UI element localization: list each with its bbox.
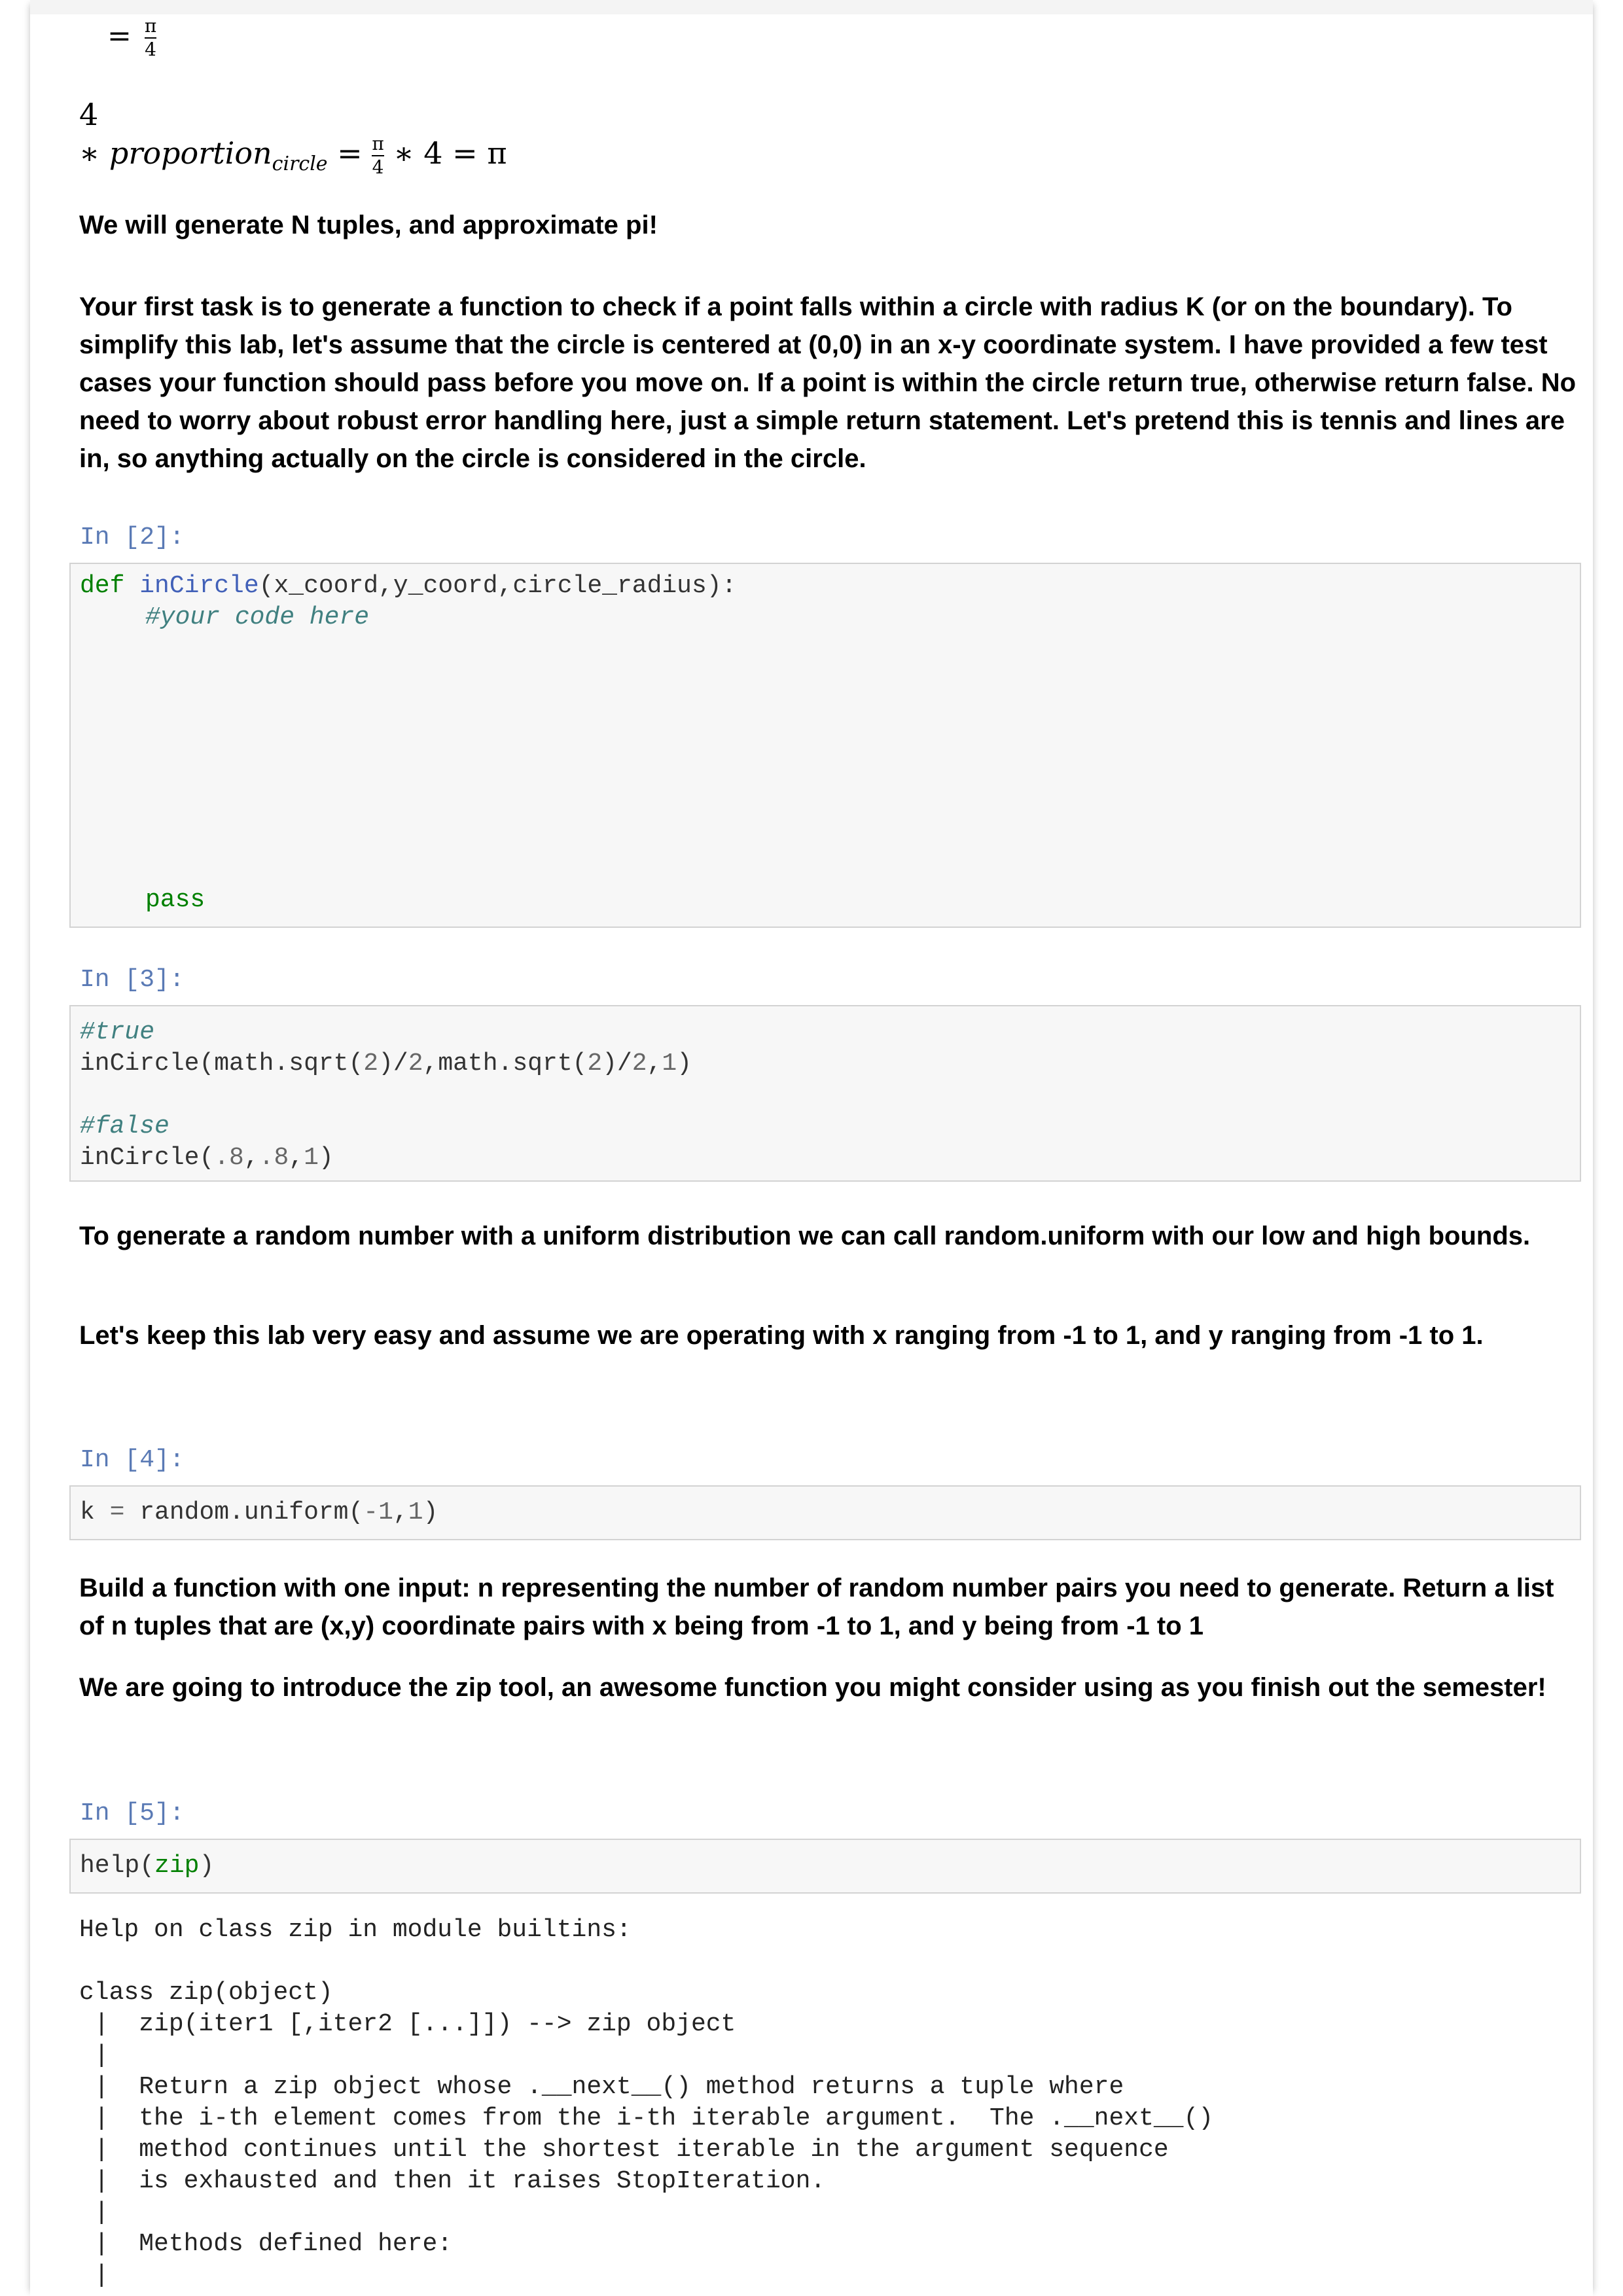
help-output-line-2: class zip(object) (79, 1979, 333, 2007)
help-output-line-6: | the i-th element comes from the i-th iterable argument. The .__next__() (79, 2104, 1214, 2132)
markdown-zip-intro: We are going to introduce the zip tool, an awesome function you might consider using as you finish out the semester! (79, 1673, 1546, 1702)
code-call-incircle-1: inCircle(math.sqrt(2)/2,math.sqrt(2)/2,1) (80, 1050, 692, 1078)
help-output-line-8: | is exhausted and then it raises StopIteration. (79, 2167, 826, 2195)
math-fraction-pi-over-4-b: $\frac{\pi}{4}$ (372, 133, 384, 178)
help-output-line-3: | zip(iter1 [,iter2 [...]]) --> zip object (79, 2010, 736, 2038)
math-proportion-var: proportion (109, 135, 272, 171)
code-cell-4[interactable] (69, 1485, 1581, 1540)
code-pass: pass (145, 886, 205, 914)
code-call-incircle-2: inCircle(.8,.8,1) (80, 1144, 334, 1172)
math-equals: = (107, 19, 132, 53)
help-output-line-5: | Return a zip object whose .__next__() method returns a tuple where (79, 2073, 1124, 2101)
math-fraction-pi-over-4: $\frac{\pi}{4}$ (144, 15, 157, 60)
cell-prompt-4: In [4]: (80, 1446, 185, 1474)
code-cell-2[interactable] (69, 563, 1581, 928)
markdown-build-function: Build a function with one input: n representing the number of random number pairs you need to generate. Return a list of n tuples that are (x,y) coordinate pairs with x being from -1 to 1, and y being from -1 to 1 (79, 1574, 1554, 1640)
zip-keyword: zip (455, 1673, 492, 1702)
help-output-line-11: | (79, 2261, 109, 2289)
help-output-line-1: Help on class zip in module builtins: (79, 1916, 632, 1944)
math-line-2: 4 (79, 97, 99, 132)
code-cell-3[interactable] (69, 1005, 1581, 1182)
math-line-1 (107, 17, 156, 59)
notebook-page (30, 0, 1593, 2296)
cell-prompt-3: In [3]: (80, 966, 185, 994)
markdown-uniform-intro: To generate a random number with a uniform distribution we can call random.uniform with our low and high bounds. (79, 1222, 1531, 1250)
previous-page-edge (30, 0, 1593, 14)
markdown-first-task: Your first task is to generate a function to check if a point falls within a circle with radius K (or on the boundary). To simplify this lab, let's assume that the circle is centered at (0,0) in an x-y coordinate system. I have provided a few test cases your function should pass before you move on. If a point is within the circle return true, otherwise return false. No need to worry about robust error handling here, just a simple return statement. Let's pretend this is tennis and lines are in, so anything actually on the circle is considered in the circle. (79, 292, 1577, 473)
code-random-uniform: k = random.uniform(-1,1) (80, 1498, 438, 1527)
help-output-line-4: | (79, 2041, 109, 2070)
math-line-3: ∗ proportion$_{circle}$ = $\frac{\pi}{4}$ ∗ 4 = π (79, 133, 507, 178)
code-line-def: def inCircle(x_coord,y_coord,circle_radius): (80, 572, 737, 600)
markdown-generate-tuples: We will generate N tuples, and approximate pi! (79, 211, 658, 239)
cell-prompt-5: In [5]: (80, 1799, 185, 1828)
code-comment-false: #false (80, 1112, 169, 1140)
markdown-easy-lab: Let's keep this lab very easy and assume we are operating with x ranging from -1 to 1, and y ranging from -1 to 1. (79, 1321, 1484, 1350)
function-name: inCircle (139, 572, 259, 600)
help-output-line-7: | method continues until the shortest iterable in the argument sequence (79, 2136, 1169, 2164)
code-help-zip: help(zip) (80, 1852, 215, 1880)
code-comment-true: #true (80, 1018, 155, 1046)
cell-prompt-2: In [2]: (80, 523, 185, 552)
help-output-line-10: | Methods defined here: (79, 2230, 453, 2258)
code-cell-5[interactable] (69, 1839, 1581, 1894)
help-output-line-9: | (79, 2199, 109, 2227)
code-comment-your-code: #your code here (145, 603, 370, 631)
